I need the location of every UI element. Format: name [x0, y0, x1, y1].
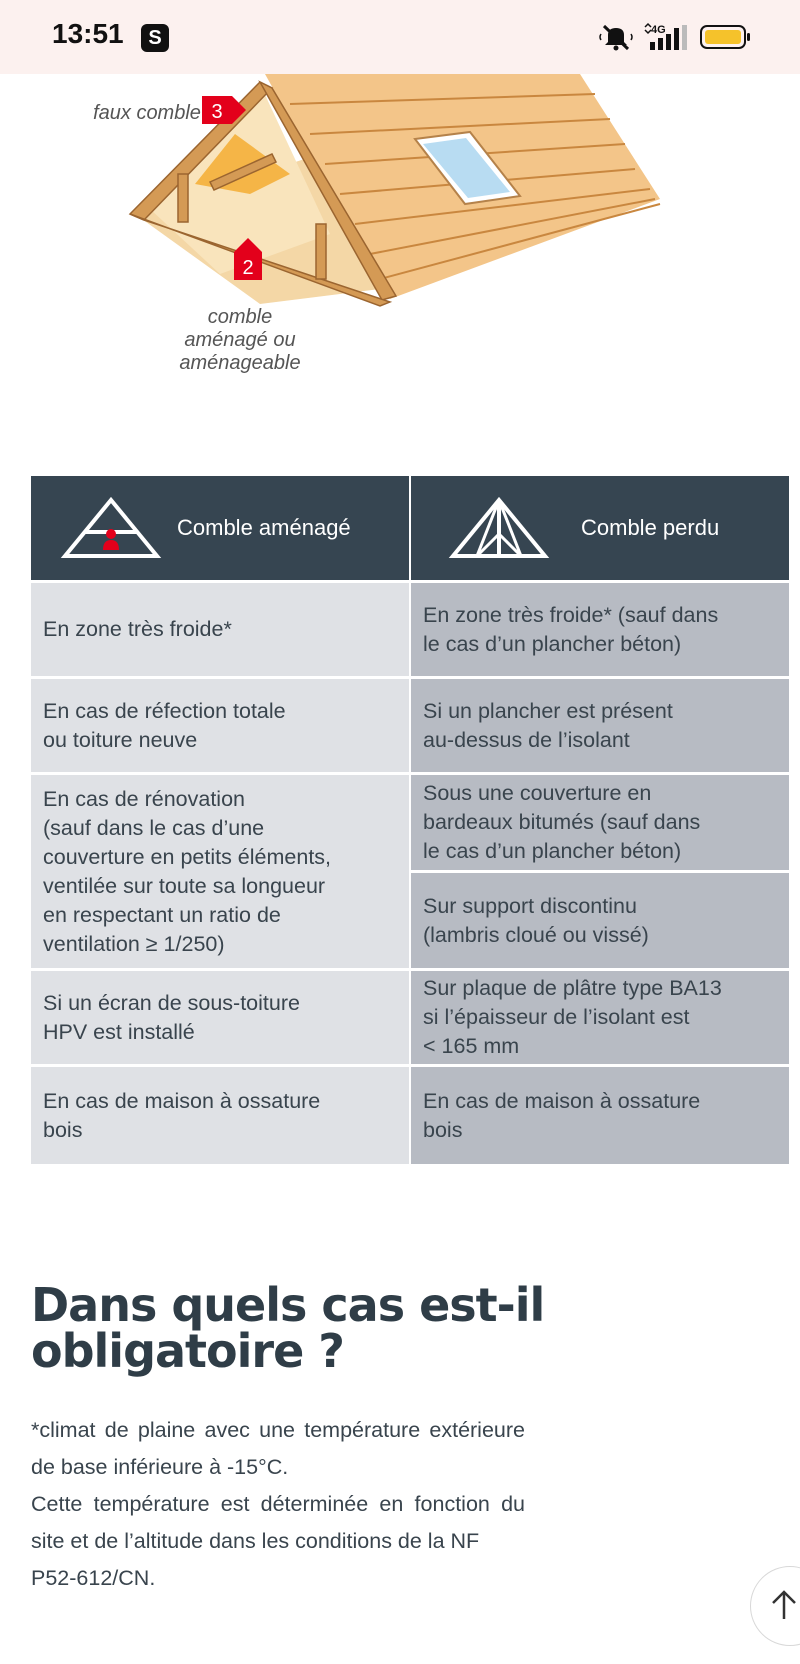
- table-cell: Sur support discontinu (lambris cloué ou vissé): [411, 870, 789, 968]
- label-comble-amenage: comble aménagé ou aménageable: [179, 306, 301, 374]
- arrow-up-icon: [769, 1589, 799, 1621]
- table-cell: Sur plaque de plâtre type BA13 si l’épaisseur de l’isolant est < 165 mm: [411, 968, 789, 1064]
- table-cell: En cas de maison à ossature bois: [411, 1064, 789, 1164]
- status-bar: [0, 0, 800, 74]
- table-cell: Si un plancher est présent au-dessus de l’isolant: [411, 676, 789, 772]
- table-cell: En cas de réfection totale ou toiture neuve: [31, 676, 409, 772]
- table-cell: En cas de maison à ossature bois: [31, 1064, 409, 1164]
- header-comble-perdu-label: Comble perdu: [581, 515, 720, 540]
- roof-illustration: [60, 74, 680, 384]
- app-badge: S: [141, 24, 169, 52]
- status-icons: [598, 22, 752, 52]
- table-cell: Si un écran de sous-toiture HPV est installé: [31, 968, 409, 1064]
- svg-text:3: 3: [211, 101, 223, 123]
- svg-text:2: 2: [242, 257, 254, 279]
- table-cell: Sous une couverture en bardeaux bitumés (sauf dans le cas d’un plancher béton): [411, 772, 789, 870]
- table-cell: En cas de rénovation (sauf dans le cas d’une couverture en petits éléments, ventilée sur toute sa longueur en respectant un ratio de ventilation ≥ 1/250): [31, 772, 409, 968]
- battery-icon: [700, 24, 752, 50]
- label-faux-comble: faux comble: [93, 102, 201, 124]
- header-comble-amenage: [31, 476, 409, 580]
- svg-text:4G: 4G: [651, 24, 666, 36]
- scroll-to-top-button[interactable]: [750, 1566, 800, 1646]
- comble-perdu-icon: [441, 476, 571, 580]
- status-time: 13:51: [52, 18, 124, 49]
- table-cell: En zone très froide* (sauf dans le cas d’un plancher béton): [411, 580, 789, 676]
- footnote-paragraph-2: Cette température est déterminée en fonction du site et de l’altitude dans les conditions de la NF: [31, 1492, 525, 1553]
- mute-icon: [598, 22, 634, 52]
- table-cell: En zone très froide*: [31, 580, 409, 676]
- section-heading: Dans quels cas est-il obligatoire ?: [31, 1278, 545, 1378]
- comble-amenage-icon: [51, 476, 181, 580]
- footnote-paragraph-3: P52-612/CN.: [31, 1566, 156, 1590]
- comparison-table: [31, 476, 791, 1164]
- column-comble-perdu: [411, 476, 789, 1164]
- 4g-signal-icon: [644, 22, 690, 52]
- column-comble-amenage: [31, 476, 409, 1164]
- header-comble-perdu: [411, 476, 789, 580]
- header-comble-amenage-label: Comble aménagé: [177, 515, 351, 540]
- footnote-text: [31, 1412, 525, 1597]
- footnote-paragraph-1: *climat de plaine avec une température extérieure de base inférieure à -15°C.: [31, 1418, 525, 1479]
